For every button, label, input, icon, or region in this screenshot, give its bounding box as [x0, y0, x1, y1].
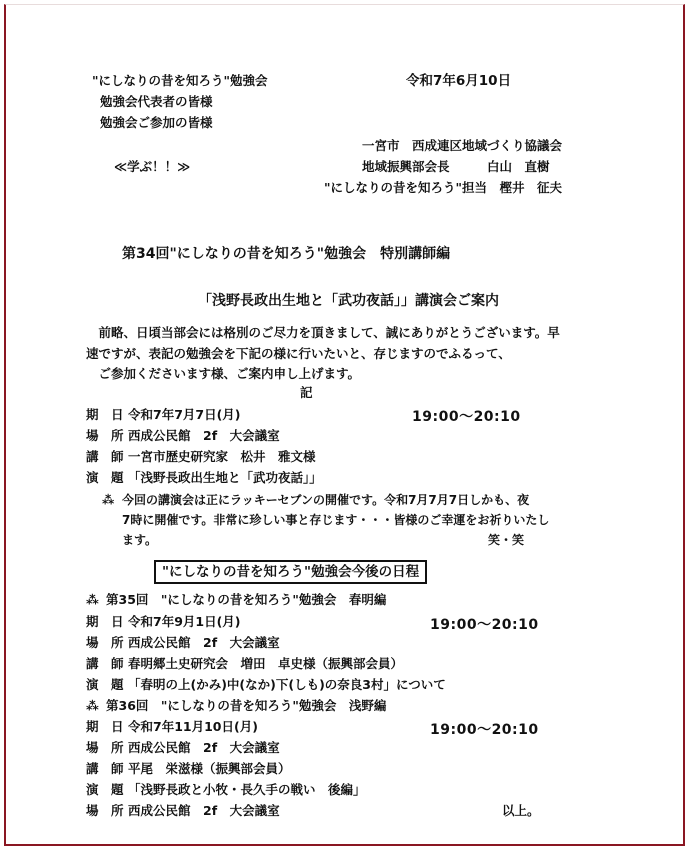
event34-note-line-2: 7時に開催です。非常に珍しい事と存じます・・・皆様のご幸運をお祈りいたし	[122, 513, 550, 527]
event36-date: 令和7年11月10日(月)	[128, 719, 258, 734]
event34-note-line-3: ます。	[122, 533, 158, 547]
event34-place-row	[86, 428, 280, 444]
event35-date-label: 期 日	[86, 614, 124, 629]
closing-text: 以上。	[502, 803, 540, 818]
event36-topic: 「浅野長政と小牧・長久手の戦い 後編」	[128, 782, 366, 797]
motto: ≪学ぶ！！≫	[114, 159, 191, 174]
event36-lecturer: 平尾 栄滋様（振興部会員）	[128, 761, 291, 776]
event36-date-label: 期 日	[86, 719, 124, 734]
intro-line-2: 速ですが、表記の勉強会を下記の様に行いたいと、存じますのでふるって、	[86, 346, 511, 361]
event34-note-line-1	[102, 492, 529, 508]
event35-topic-row	[86, 677, 446, 693]
event36-date-row	[86, 719, 258, 735]
document-page	[4, 4, 685, 846]
ki-mark: 記	[300, 385, 313, 400]
event34-time: 19:00～20:10	[412, 409, 521, 425]
document-subtitle: 「浅野長政出生地と「武功夜話」」講演会ご案内	[198, 293, 499, 309]
sender-line-2: 地域振興部会長 白山 直樹	[362, 159, 550, 174]
event36-place: 西成公民館 2f 大会議室	[128, 740, 280, 755]
event34-date: 令和7年7月7日(月)	[128, 407, 241, 422]
intro-line-1: 前略、日頃当部会には格別のご尽力を頂きまして、誠にありがとうございます。早	[86, 325, 560, 340]
addressee-line-2: 勉強会代表者の皆様	[100, 94, 213, 109]
sender-line-1: 一宮市 西成連区地域づくり協議会	[362, 138, 563, 153]
event35-lecturer-row	[86, 656, 403, 672]
event35-place-label: 場 所	[86, 635, 124, 650]
sender-line-3: "にしなりの昔を知ろう"担当 樫井 征夫	[324, 180, 563, 195]
event36-lecturer-row	[86, 761, 291, 777]
event35-place: 西成公民館 2f 大会議室	[128, 635, 280, 650]
event36-place-label: 場 所	[86, 740, 124, 755]
event35-topic: 「春明の上(かみ)中(なか)下(しも)の奈良3村」について	[128, 677, 446, 692]
event36-topic-label: 演 題	[86, 782, 124, 797]
event35-lecturer: 春明郷土史研究会 増田 卓史様（振興部会員）	[128, 656, 404, 671]
event34-date-row	[86, 407, 241, 423]
asterism-icon: ⁂	[86, 592, 99, 607]
event36-topic-row	[86, 782, 366, 798]
event36-place-row	[86, 740, 280, 756]
event34-topic: 「浅野長政出生地と「武功夜話」」	[128, 470, 322, 485]
asterism-icon: ⁂	[102, 493, 115, 507]
issue-date: 令和7年6月10日	[406, 73, 512, 89]
addressee-line-1: "にしなりの昔を知ろう"勉強会	[92, 73, 268, 88]
schedule-heading: "にしなりの昔を知ろう"勉強会今後の日程	[154, 560, 427, 584]
event35-lecturer-label: 講 師	[86, 656, 124, 671]
event35-title: 第35回 "にしなりの昔を知ろう"勉強会 春明編	[106, 592, 387, 607]
event34-place-label: 場 所	[86, 428, 124, 443]
event34-date-label: 期 日	[86, 407, 124, 422]
event35-time: 19:00～20:10	[430, 617, 539, 633]
event36-lecturer-label: 講 師	[86, 761, 124, 776]
event35-place-row	[86, 635, 280, 651]
event36-place2: 西成公民館 2f 大会議室	[128, 803, 280, 818]
event36-time: 19:00～20:10	[430, 722, 539, 738]
event35-date: 令和7年9月1日(月)	[128, 614, 241, 629]
event36-place2-label: 場 所	[86, 803, 124, 818]
event35-title-row	[86, 592, 386, 608]
document-title: 第34回"にしなりの昔を知ろう"勉強会 特別講師編	[122, 246, 451, 262]
event34-note-text-1: 今回の講演会は正にラッキーセブンの開催です。令和7月7月7日しかも、夜	[122, 493, 530, 507]
addressee-line-3: 勉強会ご参加の皆様	[100, 115, 213, 130]
event34-lecturer: 一宮市歴史研究家 松井 雅文様	[128, 449, 316, 464]
event35-date-row	[86, 614, 241, 630]
event34-topic-label: 演 題	[86, 470, 124, 485]
event34-lecturer-row	[86, 449, 316, 465]
event35-topic-label: 演 題	[86, 677, 124, 692]
asterism-icon: ⁂	[86, 698, 99, 713]
event36-title-row	[86, 698, 386, 714]
intro-line-3: ご参加くださいます様、ご案内申し上げます。	[86, 366, 361, 381]
event36-place2-row	[86, 803, 280, 819]
event34-note-end: 笑・笑	[488, 533, 525, 547]
event36-title: 第36回 "にしなりの昔を知ろう"勉強会 浅野編	[106, 698, 387, 713]
event34-place: 西成公民館 2f 大会議室	[128, 428, 280, 443]
event34-lecturer-label: 講 師	[86, 449, 124, 464]
event34-topic-row	[86, 470, 322, 486]
